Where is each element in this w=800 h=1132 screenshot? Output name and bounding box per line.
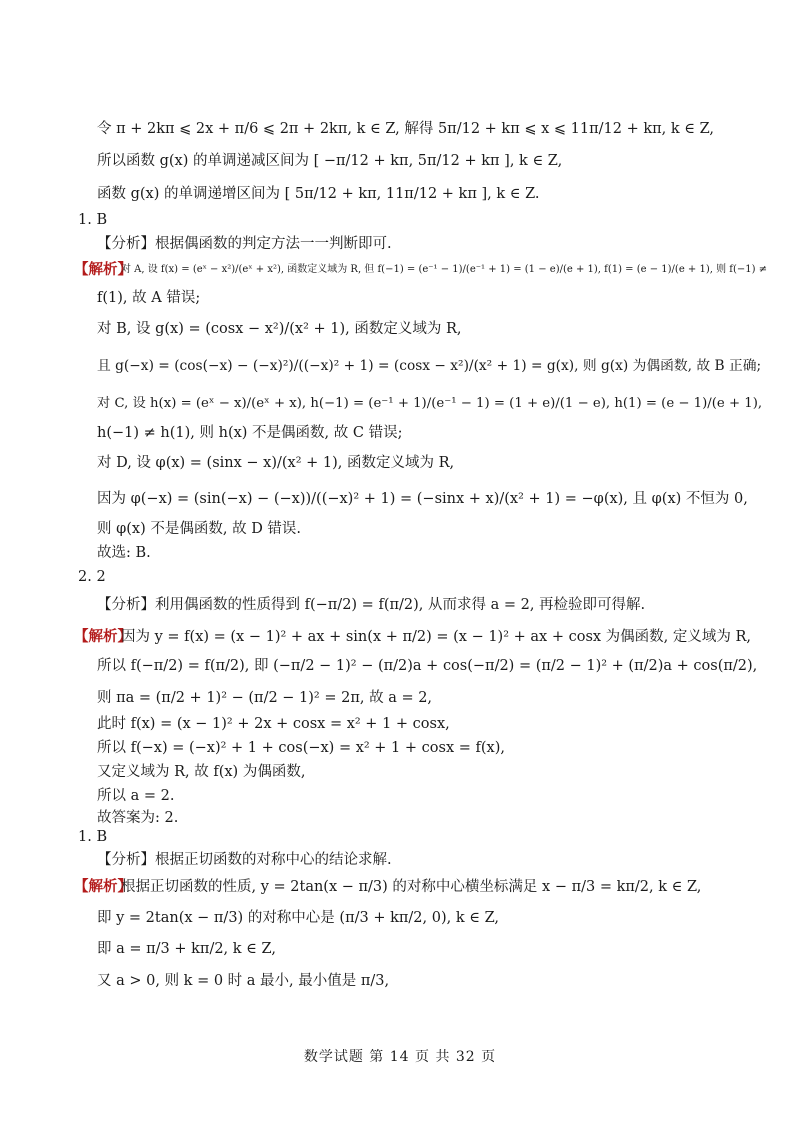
text-line: 所以 a = 2. [97, 788, 175, 804]
text-line: 即 a = π/3 + kπ/2, k ∈ Z, [97, 941, 276, 957]
solution-tag: 【解析】 [74, 261, 132, 278]
text-line: 对 B, 设 g(x) = (cosx − x²)/(x² + 1), 函数定义域为 R, [97, 321, 462, 337]
text-line: 对 A, 设 f(x) = (eˣ − x²)/(eˣ + x²), 函数定义域为 R, 但 f(−1) = (e⁻¹ − 1)/(e⁻¹ + 1) = (1 − e)/(e + 1), f(1) = (e − 1)/(e + 1), 则 f(−1) ≠ [121, 264, 768, 275]
text-line: 所以 f(−x) = (−x)² + 1 + cos(−x) = x² + 1 + cosx = f(x), [97, 740, 505, 756]
text-line: 又 a > 0, 则 k = 0 时 a 最小, 最小值是 π/3, [97, 973, 390, 989]
page-footer: 数学试题 第 14 页 共 32 页 [303, 1049, 497, 1065]
solution-tag: 【解析】 [74, 628, 132, 645]
text-line: h(−1) ≠ h(1), 则 h(x) 不是偶函数, 故 C 错误; [97, 425, 403, 441]
text-line: 且 g(−x) = (cos(−x) − (−x)²)/((−x)² + 1) = (cosx − x²)/(x² + 1) = g(x), 则 g(x) 为偶函数, 故 B 正确; [97, 358, 762, 374]
question-number: 2. 2 [78, 569, 106, 585]
text-line: 故答案为: 2. [97, 810, 179, 826]
text-line: 函数 g(x) 的单调递增区间为 [ 5π/12 + kπ, 11π/12 + kπ ], k ∈ Z. [97, 186, 540, 202]
text-line: 令 π + 2kπ ⩽ 2x + π/6 ⩽ 2π + 2kπ, k ∈ Z, 解得 5π/12 + kπ ⩽ x ⩽ 11π/12 + kπ, k ∈ Z, [97, 121, 715, 137]
text-line: 根据正切函数的性质, y = 2tan(x − π/3) 的对称中心横坐标满足 x − π/3 = kπ/2, k ∈ Z, [121, 879, 702, 895]
text-line: 所以 f(−π/2) = f(π/2), 即 (−π/2 − 1)² − (π/2)a + cos(−π/2) = (π/2 − 1)² + (π/2)a + cos(π/2), [97, 658, 758, 674]
question-number: 1. B [78, 212, 108, 228]
text-line: 此时 f(x) = (x − 1)² + 2x + cosx = x² + 1 + cosx, [97, 716, 450, 732]
text-line: 因为 φ(−x) = (sin(−x) − (−x))/((−x)² + 1) = (−sinx + x)/(x² + 1) = −φ(x), 且 φ(x) 不恒为 0, [97, 491, 748, 507]
text-line: 即 y = 2tan(x − π/3) 的对称中心是 (π/3 + kπ/2, 0), k ∈ Z, [97, 910, 499, 926]
text-line: 又定义域为 R, 故 f(x) 为偶函数, [97, 764, 306, 780]
text-line: 对 C, 设 h(x) = (eˣ − x)/(eˣ + x), h(−1) = (e⁻¹ + 1)/(e⁻¹ − 1) = (1 + e)/(1 − e), h(1) = (e − 1)/(e + 1), [97, 396, 763, 411]
text-line: 则 πa = (π/2 + 1)² − (π/2 − 1)² = 2π, 故 a = 2, [97, 690, 433, 706]
analysis-line: 【分析】利用偶函数的性质得到 f(−π/2) = f(π/2), 从而求得 a = 2, 再检验即可得解. [97, 597, 646, 613]
text-line: 则 φ(x) 不是偶函数, 故 D 错误. [97, 521, 302, 537]
analysis-line: 【分析】根据正切函数的对称中心的结论求解. [97, 852, 392, 868]
text-line: 所以函数 g(x) 的单调递减区间为 [ −π/12 + kπ, 5π/12 + kπ ], k ∈ Z, [97, 153, 563, 169]
text-line: 对 D, 设 φ(x) = (sinx − x)/(x² + 1), 函数定义域为 R, [97, 455, 455, 471]
question-number: 1. B [78, 829, 108, 845]
text-line: f(1), 故 A 错误; [97, 290, 201, 306]
analysis-line: 【分析】根据偶函数的判定方法一一判断即可. [97, 236, 392, 252]
text-line: 因为 y = f(x) = (x − 1)² + ax + sin(x + π/2) = (x − 1)² + ax + cosx 为偶函数, 定义域为 R, [121, 629, 752, 645]
solution-tag: 【解析】 [74, 878, 132, 895]
text-line: 故选: B. [97, 545, 151, 561]
